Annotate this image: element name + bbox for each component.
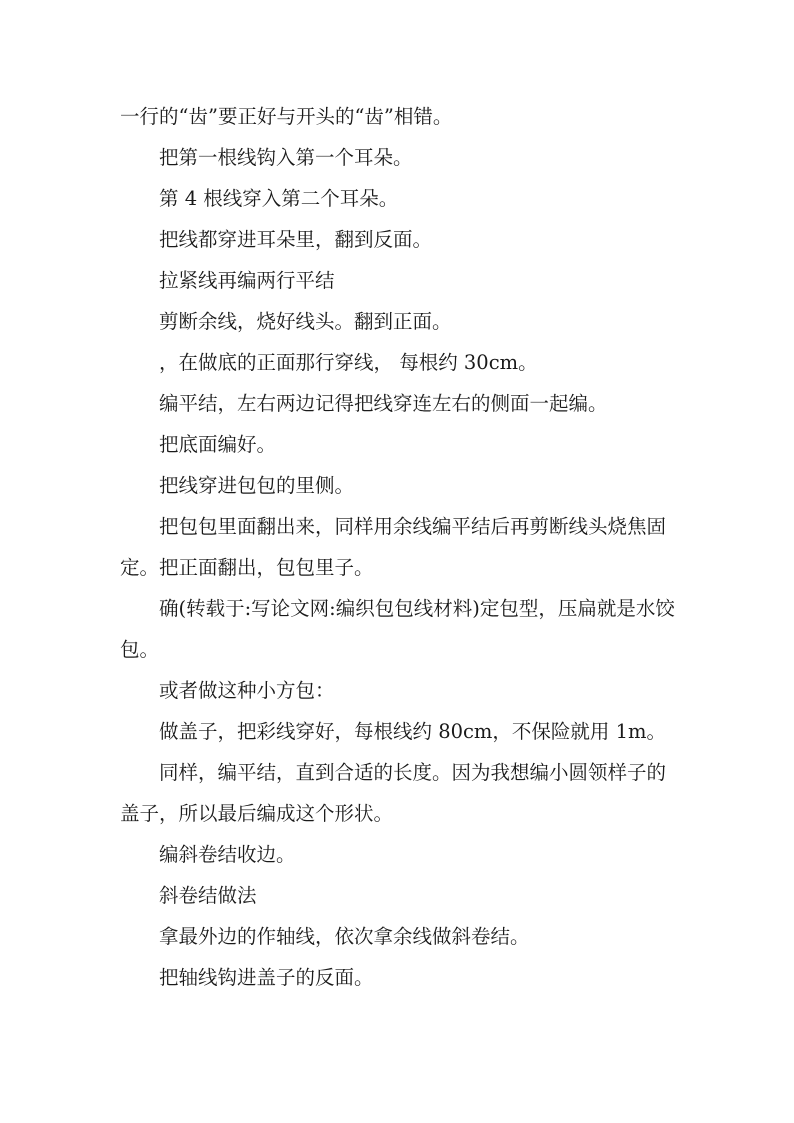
paragraph-14: 做盖子，把彩线穿好，每根线约 80cm，不保险就用 1m。 (159, 720, 667, 743)
paragraph-16: 编斜卷结收边。 (159, 843, 296, 866)
paragraph-17: 斜卷结做法 (159, 884, 257, 907)
paragraph-5: 拉紧线再编两行平结 (159, 269, 335, 292)
paragraph-12: 确(转载于:写论文网:编织包包线材料)定包型，压扁就是水饺包。 (120, 597, 675, 661)
paragraph-6: 剪断余线，烧好线头。翻到正面。 (159, 310, 452, 333)
paragraph-11: 把包包里面翻出来，同样用余线编平结后再剪断线头烧焦固定。把正面翻出，包包里子。 (120, 515, 667, 579)
paragraph-13: 或者做这种小方包： (159, 679, 335, 702)
paragraph-7: ，在做底的正面那行穿线， 每根约 30cm。 (159, 351, 538, 374)
paragraph-8: 编平结，左右两边记得把线穿连左右的侧面一起编。 (159, 392, 608, 415)
paragraph-10: 把线穿进包包的里侧。 (159, 474, 355, 497)
paragraph-2: 把第一根线钩入第一个耳朵。 (159, 146, 413, 169)
paragraph-18: 拿最外边的作轴线，依次拿余线做斜卷结。 (159, 925, 530, 948)
paragraph-15: 同样，编平结，直到合适的长度。因为我想编小圆领样子的盖子，所以最后编成这个形状。 (120, 761, 667, 825)
paragraph-4: 把线都穿进耳朵里，翻到反面。 (159, 228, 433, 251)
paragraph-3: 第 4 根线穿入第二个耳朵。 (159, 187, 399, 210)
document-body (120, 96, 680, 998)
paragraph-19: 把轴线钩进盖子的反面。 (159, 966, 374, 989)
paragraph-1: 一行的“齿”要正好与开头的“齿”相错。 (120, 105, 453, 128)
paragraph-9: 把底面编好。 (159, 433, 277, 456)
